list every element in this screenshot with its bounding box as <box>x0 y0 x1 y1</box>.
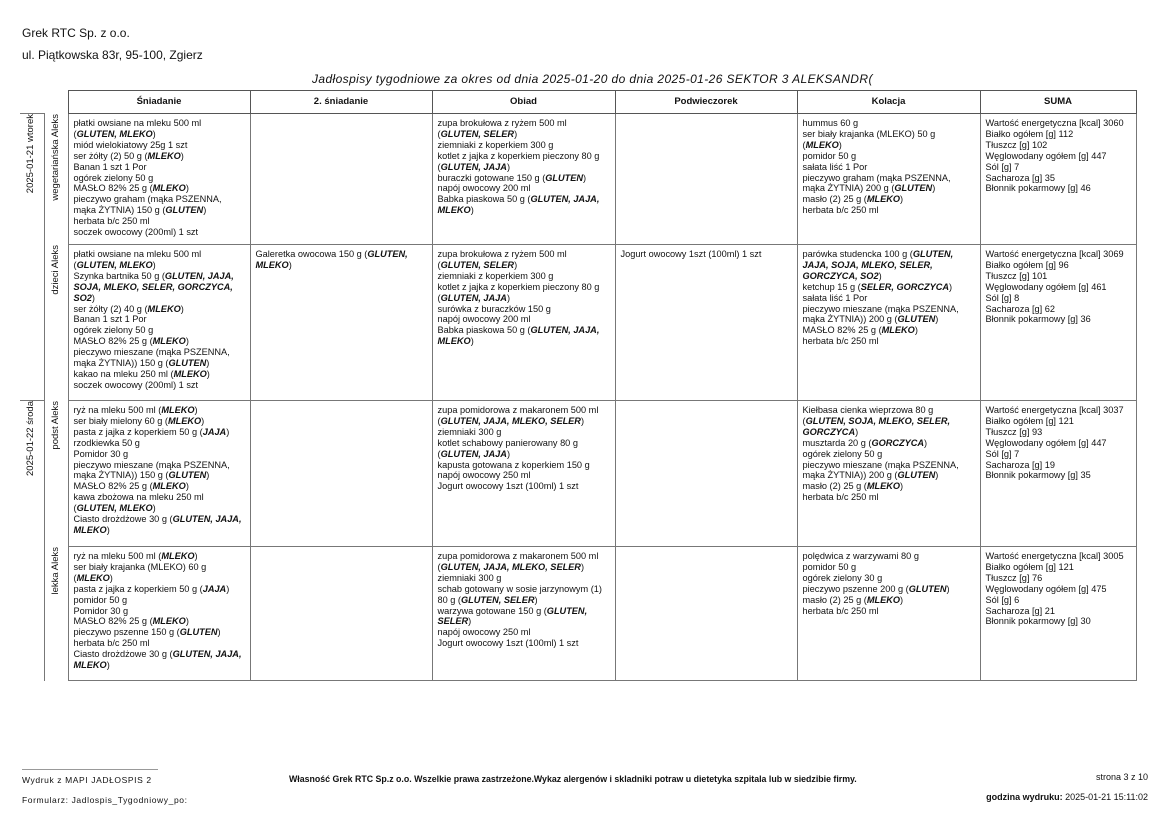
allergen-text: GLUTEN, JAJA, <box>172 514 242 525</box>
allergen-text: GORCZYCA, SO2 <box>802 270 879 281</box>
menu-line: Tłuszcz [g] 102 <box>985 139 1048 150</box>
menu-line: (GLUTEN, JAJA) <box>437 292 510 303</box>
menu-line: Sacharoza [g] 62 <box>985 303 1055 314</box>
allergen-text: MLEKO <box>161 405 195 415</box>
menu-line: sałata liść 1 Por <box>802 292 868 303</box>
allergen-text: GORCZYCA <box>871 437 925 448</box>
menu-line: Białko ogółem [g] 121 <box>985 561 1074 572</box>
menu-line: napój owocowy 250 ml <box>437 627 531 638</box>
table-row <box>20 401 1136 547</box>
menu-line: MLEKO) <box>437 205 474 216</box>
menu-line: pieczywo pszenne 150 g (GLUTEN) <box>73 627 221 638</box>
corner-blank <box>44 91 68 114</box>
menu-line: pomidor 50 g <box>73 594 128 605</box>
diet-name: wegetariańska Aleks <box>49 113 61 201</box>
allergen-text: GLUTEN <box>908 583 947 594</box>
menu-line <box>74 282 246 293</box>
menu-line: Węglowodany ogółem [g] 447 <box>985 150 1107 161</box>
menu-line: pieczywo graham (mąka PSZENNA, <box>73 194 222 205</box>
menu-line: pieczywo mieszane (mąka PSZENNA, <box>802 303 959 314</box>
meal-cell-dinner <box>797 245 980 401</box>
allergen-text: GLUTEN, JAJA, MLEKO, SELER <box>440 561 581 572</box>
allergen-text: MLEKO <box>437 336 471 347</box>
allergen-text: JAJA <box>202 426 227 437</box>
diet-cell <box>44 401 68 547</box>
allergen-text: MLEKO <box>805 139 839 150</box>
menu-line: musztarda 20 g (GORCZYCA) <box>802 437 928 448</box>
report-title: Jadłospisy tygodniowe za okres od dnia 2025-01-20 do dnia 2025-01-26 SEKTOR 3 ALEKSANDR( <box>312 72 873 86</box>
nutrition-sum-cell <box>980 401 1136 547</box>
menu-line: (GLUTEN, MLEKO) <box>73 259 156 270</box>
menu-line: MASŁO 82% 25 g (MLEKO) <box>73 336 189 347</box>
menu-line <box>803 260 976 271</box>
menu-line: MASŁO 82% 25 g (MLEKO) <box>73 481 189 492</box>
allergen-text: GLUTEN, SELER <box>440 128 515 139</box>
menu-line: miód wielokiatowy 25g 1 szt <box>73 139 188 150</box>
meal-cell-breakfast <box>68 114 250 245</box>
meal-cell-snack <box>615 114 797 245</box>
table-header-row <box>20 91 1136 114</box>
menu-line: pomidor 50 g <box>802 150 857 161</box>
menu-line: Sacharoza [g] 35 <box>985 172 1055 183</box>
allergen-text: MLEKO <box>255 259 289 270</box>
column-header-snack: Podwieczorek <box>615 91 797 114</box>
menu-line: ziemniaki z koperkiem 300 g <box>437 139 554 150</box>
menu-line: masło (2) 25 g (MLEKO) <box>802 194 904 205</box>
menu-line: (GLUTEN, MLEKO) <box>73 503 156 514</box>
menu-line: (GLUTEN, SELER) <box>437 259 518 270</box>
allergen-text: GORCZYCA <box>802 426 856 437</box>
allergen-text: MLEKO <box>152 336 186 347</box>
menu-line: SO2) <box>73 292 95 303</box>
menu-line: ryż na mleku 500 ml (MLEKO) <box>73 405 198 415</box>
allergen-text: GLUTEN, JAJA, <box>530 325 600 336</box>
menu-line: mąka ŻYTNIA)) 200 g (GLUTEN) <box>802 470 939 481</box>
menu-line: pieczywo graham (mąka PSZENNA, <box>802 172 951 183</box>
menu-line: (GLUTEN, MLEKO) <box>73 128 156 139</box>
menu-line: kapusta gotowana z koperkiem 150 g <box>437 459 590 470</box>
menu-line: ser biały krajanka (MLEKO) 50 g <box>802 128 936 139</box>
menu-line: ziemniaki 300 g <box>437 426 502 437</box>
menu-line: Banan 1 szt 1 Por <box>73 161 147 172</box>
allergen-text: GLUTEN, JAJA, MLEKO, SELER <box>440 415 581 426</box>
meal-cell-lunch <box>432 547 615 681</box>
menu-line: Tłuszcz [g] 93 <box>985 426 1043 437</box>
menu-line: MLEKO) <box>73 660 110 671</box>
menu-line: (GLUTEN, JAJA) <box>437 161 510 172</box>
meal-cell-second-breakfast <box>250 114 432 245</box>
menu-line: parówka studencka 100 g (GLUTEN, <box>802 249 954 259</box>
allergen-text: MLEKO <box>866 594 901 605</box>
allergen-text: MLEKO <box>881 325 915 336</box>
menu-line: mąka ŻYTNIA)) 200 g (GLUTEN) <box>802 314 939 325</box>
meal-cell-dinner <box>797 114 980 245</box>
menu-line: Jogurt owocowy 1szt (100ml) 1 szt <box>620 249 762 259</box>
menu-line: warzywa gotowane 150 g (GLUTEN, <box>437 605 588 616</box>
diet-cell <box>44 245 68 401</box>
meal-cell-lunch <box>432 401 615 547</box>
menu-line: rzodkiewka 50 g <box>73 437 140 448</box>
allergen-text: MLEKO <box>73 660 107 671</box>
menu-line: soczek owocowy (200ml) 1 szt <box>73 227 199 238</box>
menu-line: Jogurt owocowy 1szt (100ml) 1 szt <box>437 481 579 492</box>
allergen-text: GLUTEN, <box>912 249 954 259</box>
menu-line: napój owocowy 200 ml <box>437 314 531 325</box>
nutrition-sum-cell <box>980 547 1136 681</box>
menu-line: ziemniaki 300 g <box>437 572 502 583</box>
print-source-label: Wydruk z MAPI JADŁOSPIS 2 <box>22 775 152 785</box>
menu-line: herbata b/c 250 ml <box>802 205 879 216</box>
diet-name: dzieci Aleks <box>49 244 61 295</box>
menu-line: MLEKO) <box>73 524 110 535</box>
menu-line: Błonnik pokarmowy [g] 46 <box>985 183 1091 194</box>
menu-line: GORCZYCA, SO2) <box>802 270 882 281</box>
allergen-text: GLUTEN <box>545 172 584 183</box>
allergen-text: GLUTEN, <box>546 605 588 616</box>
allergen-text: GLUTEN <box>165 205 204 216</box>
menu-line: ziemniaki z koperkiem 300 g <box>437 270 554 281</box>
menu-line: mąka ŻYTNIA) 200 g (GLUTEN) <box>802 183 936 194</box>
print-time <box>986 792 1148 802</box>
menu-line: Błonnik pokarmowy [g] 30 <box>985 616 1091 627</box>
menu-line: ryż na mleku 500 ml (MLEKO) <box>73 551 198 561</box>
menu-line: Białko ogółem [g] 112 <box>985 128 1074 139</box>
menu-line: pomidor 50 g <box>802 561 857 572</box>
menu-line: MASŁO 82% 25 g (MLEKO) <box>73 616 189 627</box>
menu-line: polędwica z warzywami 80 g <box>802 551 919 561</box>
column-header-sum: SUMA <box>980 91 1136 114</box>
allergen-text: MLEKO <box>866 194 901 205</box>
menu-line: (GLUTEN, SOJA, MLEKO, SELER, <box>802 415 951 426</box>
meal-cell-second-breakfast <box>250 245 432 401</box>
menu-line: surówka z buraczków 150 g <box>437 303 551 314</box>
menu-line: Sól [g] 7 <box>985 448 1020 459</box>
menu-line: Wartość energetyczna [kcal] 3037 <box>985 405 1124 415</box>
menu-line: Wartość energetyczna [kcal] 3069 <box>985 249 1124 259</box>
menu-line: pasta z jajka z koperkiem 50 g (JAJA) <box>73 426 230 437</box>
allergen-text: JAJA <box>202 583 227 594</box>
menu-line: Sól [g] 8 <box>985 292 1020 303</box>
menu-line: (MLEKO) <box>73 572 113 583</box>
allergen-text: GLUTEN <box>179 627 218 638</box>
meal-cell-dinner <box>797 547 980 681</box>
menu-line: ogórek zielony 50 g <box>73 325 154 336</box>
menu-line: mąka ŻYTNIA) 150 g (GLUTEN) <box>73 205 207 216</box>
menu-line: (GLUTEN, SELER) <box>437 128 518 139</box>
allergen-text: GLUTEN, JAJA, <box>164 270 234 281</box>
meal-cell-second-breakfast <box>250 401 432 547</box>
menu-line: Węglowodany ogółem [g] 447 <box>985 437 1107 448</box>
menu-line: masło (2) 25 g (MLEKO) <box>802 481 904 492</box>
allergen-text: MLEKO <box>147 150 181 161</box>
menu-line: pieczywo pszenne 200 g (GLUTEN) <box>802 583 950 594</box>
meal-cell-breakfast <box>68 401 250 547</box>
allergen-text: GLUTEN, JAJA, <box>172 649 242 660</box>
allergen-text: GLUTEN, MLEKO <box>76 128 153 139</box>
menu-line: Wartość energetyczna [kcal] 3060 <box>985 118 1124 128</box>
menu-line: Ciasto drożdżowe 30 g (GLUTEN, JAJA, <box>73 514 242 525</box>
allergen-text: GLUTEN, MLEKO <box>76 259 153 270</box>
allergen-text: GLUTEN <box>894 183 933 194</box>
day-date-cell <box>20 401 44 681</box>
menu-line: mąka ŻYTNIA)) 150 g (GLUTEN) <box>73 470 210 481</box>
allergen-text: SELER, GORCZYCA <box>860 281 950 292</box>
allergen-text: SO2 <box>73 292 92 303</box>
menu-line: Sacharoza [g] 19 <box>985 459 1055 470</box>
menu-line: Jogurt owocowy 1szt (100ml) 1 szt <box>437 638 579 649</box>
menu-line: MASŁO 82% 25 g (MLEKO) <box>802 325 918 336</box>
menu-line: pasta z jajka z koperkiem 50 g (JAJA) <box>73 583 230 594</box>
meal-cell-snack <box>615 547 797 681</box>
menu-line: Tłuszcz [g] 101 <box>985 270 1048 281</box>
allergen-text: MLEKO <box>152 616 186 627</box>
menu-line: herbata b/c 250 ml <box>802 336 879 347</box>
menu-line: herbata b/c 250 ml <box>73 638 150 649</box>
menu-line: Ciasto drożdżowe 30 g (GLUTEN, JAJA, <box>73 649 242 660</box>
menu-line: kotlet z jajka z koperkiem pieczony 80 g <box>437 281 600 292</box>
day-date: 2025-01-22 środa <box>25 401 37 476</box>
allergen-text: GLUTEN, SELER <box>440 259 515 270</box>
allergen-text: GLUTEN, MLEKO <box>76 503 153 514</box>
menu-line: kotlet schabowy panierowany 80 g <box>437 437 578 448</box>
allergen-text: MLEKO <box>147 303 181 314</box>
meal-cell-dinner <box>797 401 980 547</box>
weekly-menu-table <box>20 90 1137 681</box>
menu-line: Węglowodany ogółem [g] 475 <box>985 583 1107 594</box>
menu-line: herbata b/c 250 ml <box>802 492 879 503</box>
day-date-cell <box>20 114 44 401</box>
menu-line: (GLUTEN, JAJA) <box>437 448 510 459</box>
print-time-value: 2025-01-21 15:11:02 <box>1065 792 1148 802</box>
allergen-text: GLUTEN <box>897 470 936 481</box>
footer-left <box>22 770 188 810</box>
menu-line: Wartość energetyczna [kcal] 3005 <box>985 551 1124 561</box>
menu-line: Pomidor 30 g <box>73 605 129 616</box>
allergen-text: MLEKO <box>73 524 107 535</box>
menu-line: Sól [g] 6 <box>985 594 1020 605</box>
menu-line: buraczki gotowane 150 g (GLUTEN) <box>437 172 587 183</box>
nutrition-sum-cell <box>980 245 1136 401</box>
menu-line: Białko ogółem [g] 121 <box>985 415 1074 426</box>
column-header-breakfast: Śniadanie <box>68 91 250 114</box>
menu-line: Babka piaskowa 50 g (GLUTEN, JAJA, <box>437 194 600 205</box>
menu-line: kawa zbożowa na mleku 250 ml <box>73 492 204 503</box>
menu-line: (GLUTEN, JAJA, MLEKO, SELER) <box>437 561 585 572</box>
meal-cell-snack <box>615 401 797 547</box>
menu-line: 80 g (GLUTEN, SELER) <box>437 594 538 605</box>
allergen-text: JAJA, SOJA, MLEKO, SELER, <box>802 259 933 270</box>
meal-cell-snack <box>615 245 797 401</box>
nutrition-sum-cell <box>980 114 1136 245</box>
menu-line: zupa brokułowa z ryżem 500 ml <box>437 118 567 128</box>
menu-line: (MLEKO) <box>802 139 842 150</box>
meal-cell-lunch <box>432 114 615 245</box>
table-row <box>20 114 1136 245</box>
diet-cell <box>44 114 68 245</box>
menu-line: pieczywo mieszane (mąka PSZENNA, <box>73 347 230 358</box>
menu-line: kotlet z jajka z koperkiem pieczony 80 g <box>437 150 600 161</box>
allergen-text: GLUTEN, JAJA <box>440 161 507 172</box>
menu-line: napój owocowy 200 ml <box>437 183 531 194</box>
allergen-text: GLUTEN, JAJA, <box>530 194 600 205</box>
menu-line: masło (2) 25 g (MLEKO) <box>802 594 904 605</box>
menu-line: ser żółty (2) 50 g (MLEKO) <box>73 150 184 161</box>
allergen-text: GLUTEN <box>168 358 207 369</box>
menu-line: SELER) <box>437 616 472 627</box>
menu-line: (GLUTEN, JAJA, MLEKO, SELER) <box>437 415 585 426</box>
meal-cell-second-breakfast <box>250 547 432 681</box>
menu-line: MLEKO) <box>255 259 292 270</box>
menu-line: mąka ŻYTNIA)) 150 g (GLUTEN) <box>73 358 210 369</box>
column-header-second-breakfast: 2. śniadanie <box>250 91 432 114</box>
menu-line: zupa pomidorowa z makaronem 500 ml <box>437 551 599 561</box>
menu-line: MASŁO 82% 25 g (MLEKO) <box>73 183 189 194</box>
menu-line: Tłuszcz [g] 76 <box>985 572 1043 583</box>
allergen-text: MLEKO <box>167 415 202 426</box>
company-header <box>22 22 203 66</box>
meal-cell-breakfast <box>68 245 250 401</box>
menu-line: ogórek zielony 50 g <box>73 172 154 183</box>
menu-line: Białko ogółem [g] 96 <box>985 259 1069 270</box>
allergen-text: MLEKO <box>152 183 186 194</box>
menu-line: Pomidor 30 g <box>73 448 129 459</box>
day-date: 2025-01-21 wtorek <box>25 114 37 194</box>
menu-line: kakao na mleku 250 ml (MLEKO) <box>73 368 210 379</box>
menu-line: zupa brokułowa z ryżem 500 ml <box>437 249 567 259</box>
allergen-text: MLEKO <box>866 481 901 492</box>
menu-line: zupa pomidorowa z makaronem 500 ml <box>437 405 599 415</box>
allergen-text: GLUTEN, SELER <box>461 594 535 605</box>
column-header-lunch: Obiad <box>432 91 615 114</box>
meal-cell-lunch <box>432 245 615 401</box>
menu-line: ogórek zielony 30 g <box>802 572 883 583</box>
allergen-text: MLEKO <box>161 551 195 561</box>
menu-line: herbata b/c 250 ml <box>802 605 879 616</box>
menu-line: Banan 1 szt 1 Por <box>73 314 147 325</box>
allergen-text: MLEKO <box>173 368 207 379</box>
allergen-text: GLUTEN, JAJA <box>440 292 507 303</box>
menu-line: sałata liść 1 Por <box>802 161 868 172</box>
allergen-text: SELER <box>437 616 469 627</box>
menu-line: ser żółty (2) 40 g (MLEKO) <box>73 303 184 314</box>
menu-line: ketchup 15 g (SELER, GORCZYCA) <box>802 281 953 292</box>
menu-line: Kiełbasa cienka wieprzowa 80 g <box>802 405 934 415</box>
allergen-text: SOJA, MLEKO, SELER, GORCZYCA, <box>73 281 233 292</box>
allergen-text: GLUTEN, JAJA <box>440 448 507 459</box>
corner-blank <box>20 91 44 114</box>
menu-line: płatki owsiane na mleku 500 ml <box>73 249 202 259</box>
menu-line: płatki owsiane na mleku 500 ml <box>73 118 202 128</box>
print-time-label: godzina wydruku: <box>986 792 1063 802</box>
diet-name: podst Aleks <box>49 400 61 450</box>
allergen-text: GLUTEN <box>897 314 936 325</box>
menu-line: herbata b/c 250 ml <box>73 216 150 227</box>
allergen-text: MLEKO <box>152 481 186 492</box>
menu-line: pieczywo mieszane (mąka PSZENNA, <box>802 459 959 470</box>
menu-line: Sacharoza [g] 21 <box>985 605 1055 616</box>
allergen-text: GLUTEN, SOJA, MLEKO, SELER, <box>805 415 951 426</box>
form-label: Formularz: Jadlospis_Tygodniowy_po: <box>22 795 188 805</box>
menu-line: Galeretka owocowa 150 g (GLUTEN, <box>255 249 408 259</box>
table-row <box>20 245 1136 401</box>
menu-line: MLEKO) <box>437 336 474 347</box>
menu-line: Szynka bartnika 50 g (GLUTEN, JAJA, <box>73 270 234 281</box>
company-name: Grek RTC Sp. z o.o. <box>22 26 130 40</box>
menu-line: pieczywo mieszane (mąka PSZENNA, <box>73 459 230 470</box>
menu-line: schab gotowany w sosie jarzynowym (1) <box>437 583 602 594</box>
menu-line: soczek owocowy (200ml) 1 szt <box>73 379 199 390</box>
menu-line: Babka piaskowa 50 g (GLUTEN, JAJA, <box>437 325 600 336</box>
diet-name: lekka Aleks <box>49 546 61 595</box>
menu-line: ser biały mielony 60 g (MLEKO) <box>73 415 205 426</box>
page-number: strona 3 z 10 <box>1095 772 1148 782</box>
menu-line: Błonnik pokarmowy [g] 35 <box>985 470 1091 481</box>
menu-line: Błonnik pokarmowy [g] 36 <box>985 314 1091 325</box>
menu-line: hummus 60 g <box>802 118 859 128</box>
allergen-text: MLEKO <box>437 205 471 216</box>
column-header-dinner: Kolacja <box>797 91 980 114</box>
menu-line: ogórek zielony 50 g <box>802 448 883 459</box>
table-row <box>20 547 1136 681</box>
menu-line: napój owocowy 250 ml <box>437 470 531 481</box>
menu-line: GORCZYCA) <box>802 426 859 437</box>
allergen-text: MLEKO <box>76 572 110 583</box>
allergen-text: GLUTEN, <box>367 249 408 259</box>
menu-line: Sól [g] 7 <box>985 161 1020 172</box>
ownership-notice: Własność Grek RTC Sp.z o.o. Wszelkie prawa zastrzeżone.Wykaz alergenów i skladniki potraw u dietetyka szpitala lub w siedzibie firmy. <box>289 774 857 784</box>
company-address: ul. Piątkowska 83r, 95-100, Zgierz <box>22 48 203 62</box>
allergen-text: GLUTEN <box>168 470 207 481</box>
diet-cell <box>44 547 68 681</box>
menu-line: Węglowodany ogółem [g] 461 <box>985 281 1107 292</box>
meal-cell-breakfast <box>68 547 250 681</box>
menu-line: ser biały krajanka (MLEKO) 60 g <box>73 561 207 572</box>
